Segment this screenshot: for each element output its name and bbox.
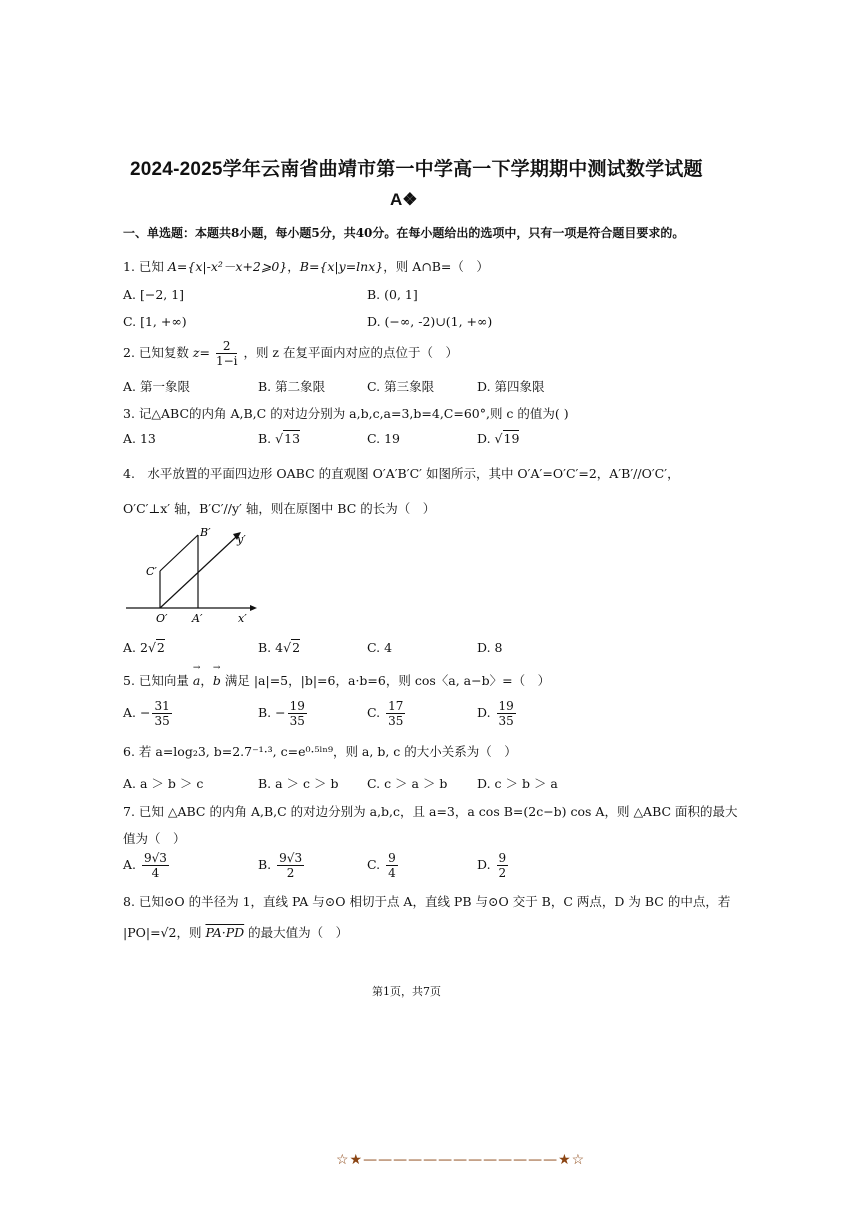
label-a: A′	[192, 612, 203, 625]
q4-option-b-radicand: 2	[292, 640, 301, 655]
q4-option-a-radicand: 2	[156, 640, 165, 655]
q5-option-d[interactable]	[477, 700, 518, 727]
label-c: C′	[146, 565, 157, 578]
q8-vector-product: PA·PD	[205, 925, 245, 940]
q5-option-d-den: 35	[498, 714, 514, 728]
question-2-stem	[123, 340, 458, 367]
q5-option-c-label: C.	[367, 705, 381, 720]
q2-option-d[interactable]: D. 第四象限	[477, 379, 545, 394]
q5-option-b-num: 19	[289, 699, 305, 713]
q5-comma: ，	[200, 673, 213, 688]
q2-fraction	[216, 340, 238, 367]
q5-option-a[interactable]	[123, 700, 174, 727]
q6-option-c[interactable]: C. c ＞ a ＞ b	[367, 776, 448, 791]
q3-option-d[interactable]: D. √19	[477, 431, 520, 446]
q5-option-c-num: 17	[388, 699, 404, 713]
q5-mid: 满足 |a|=5，|b|=6，a·b=6，则	[224, 673, 411, 688]
q7-option-c-label: C.	[367, 857, 381, 872]
q3-option-d-label: D.	[477, 431, 491, 446]
q2-option-b[interactable]: B. 第二象限	[258, 379, 326, 394]
q6-option-b[interactable]: B. a ＞ c ＞ b	[258, 776, 339, 791]
question-7-line2: 值为（ ）	[123, 831, 186, 846]
q5-option-b-den: 35	[289, 714, 305, 728]
q1-comma: ，	[287, 259, 300, 274]
q5-vector-a: → a	[193, 673, 200, 688]
q4-option-c[interactable]: C. 4	[367, 640, 393, 655]
question-8-line2	[123, 923, 348, 941]
footer-decoration: ☆★—————————————★☆	[336, 1152, 586, 1168]
q5-option-d-num: 19	[498, 699, 514, 713]
q7-option-b-num: 9√3	[279, 851, 303, 865]
q7-option-b-fraction	[277, 852, 304, 879]
q5-option-b[interactable]	[258, 700, 309, 727]
label-y: y′	[237, 533, 246, 546]
question-8-line1: 8. 已知⊙O 的半径为 1，直线 PA 与⊙O 相切于点 A，直线 PB 与⊙O 交于 B，C 两点，D 为 BC 的中点，若	[123, 894, 731, 909]
q5-option-a-sign: −	[140, 705, 151, 720]
x-axis-arrow	[250, 605, 257, 611]
q1-option-c[interactable]: C. [1, +∞)	[123, 314, 187, 329]
q7-option-a-den: 4	[151, 866, 160, 880]
q1-set-b: B={x|y=lnx}	[299, 259, 384, 274]
q4-option-a[interactable]: A. 2√2	[123, 640, 165, 655]
q3-option-b[interactable]: B. √13	[258, 431, 301, 446]
q7-option-c[interactable]	[367, 852, 400, 879]
segment-cb	[160, 535, 198, 571]
question-3-stem: 3. 记△ABC的内角 A,B,C 的对边分别为 a,b,c,a=3,b=4,C=60°,则 c 的值为( )	[123, 406, 569, 421]
q7-option-d[interactable]	[477, 852, 510, 879]
q3-option-a[interactable]: A. 13	[123, 431, 156, 446]
q7-option-a-num: 9√3	[144, 851, 167, 865]
doc-title: 2024-2025学年云南省曲靖市第一中学高一下学期期中测试数学试题	[130, 159, 703, 180]
q1-option-a[interactable]: A. [−2, 1]	[123, 287, 185, 302]
q2-z: z=	[192, 345, 210, 360]
q5-option-c[interactable]	[367, 700, 407, 727]
q7-option-b[interactable]	[258, 852, 306, 879]
q5-option-b-sign: −	[275, 705, 286, 720]
q1-end: ，则 A∩B=（ ）	[383, 259, 489, 274]
q5-prefix: 5. 已知向量	[123, 673, 189, 688]
q7-option-a-label: A.	[123, 857, 137, 872]
q2-numerator: 2	[216, 340, 238, 354]
q5-option-b-label: B.	[258, 705, 272, 720]
q5-option-d-label: D.	[477, 705, 491, 720]
q7-option-c-den: 4	[388, 866, 396, 880]
q5-option-a-fraction	[152, 700, 171, 727]
q8-line2-start: |PO|=√2，则	[123, 925, 202, 940]
question-6-stem: 6. 若 a=log₂3, b=2.7⁻¹·³, c=e⁰·⁵ˡⁿ⁹，则 a, b, c 的大小关系为（ ）	[123, 744, 517, 759]
q7-option-c-num: 9	[388, 851, 396, 865]
q5-option-a-den: 35	[154, 714, 170, 728]
q5-option-c-den: 35	[388, 714, 404, 728]
q7-option-d-fraction	[497, 852, 509, 879]
doc-subtitle: A❖	[390, 190, 418, 209]
q3-option-d-radicand: 19	[503, 431, 520, 446]
q8-line2-end: 的最大值为（ ）	[248, 925, 349, 940]
q7-option-a-fraction	[142, 852, 169, 879]
q2-denominator: 1−i	[215, 354, 238, 368]
q6-option-d[interactable]: D. c ＞ b ＞ a	[477, 776, 558, 791]
question-1-stem	[123, 257, 489, 275]
q2-prefix: 2. 已知复数	[123, 345, 189, 360]
q5-option-c-fraction	[386, 700, 405, 727]
q5-vector-b: → b	[213, 673, 221, 688]
q5-option-d-fraction	[497, 700, 516, 727]
q7-option-d-num: 9	[498, 851, 507, 865]
question-7-line1: 7. 已知 △ABC 的内角 A,B,C 的对边分别为 a,b,c，且 a=3，a cos B=(2c−b) cos A，则 △ABC 面积的最大	[123, 804, 738, 819]
question-5-stem	[123, 671, 550, 689]
label-o: O′	[156, 612, 168, 625]
q4-option-b[interactable]: B. 4√2	[258, 640, 301, 655]
q5-cos: cos〈a, a−b〉=（ ）	[414, 673, 551, 688]
q2-end: ，则 z 在复平面内对应的点位于（ ）	[243, 345, 458, 360]
q7-option-a[interactable]	[123, 852, 171, 879]
q7-option-b-label: B.	[258, 857, 272, 872]
q3-option-b-label: B.	[258, 431, 272, 446]
q1-prefix: 1. 已知	[123, 259, 164, 274]
q5-option-a-label: A.	[123, 705, 137, 720]
q4-option-a-label: A. 2	[123, 640, 148, 655]
label-x: x′	[238, 612, 247, 625]
q4-figure	[120, 525, 260, 630]
q1-set-a: A={x|-x²－x+2⩾0}	[167, 259, 288, 274]
q3-option-b-radicand: 13	[284, 431, 301, 446]
q1-option-d[interactable]: D. (−∞, -2)∪(1, +∞)	[367, 314, 493, 329]
q5-option-b-fraction	[288, 700, 307, 727]
label-b: B′	[200, 526, 211, 539]
q7-option-d-label: D.	[477, 857, 491, 872]
q7-option-d-den: 2	[498, 866, 507, 880]
q5-option-a-num: 31	[154, 699, 170, 713]
q2-option-a[interactable]: A. 第一象限	[123, 379, 190, 394]
question-4-line2: O′C′⊥x′ 轴，B′C′//y′ 轴，则在原图中 BC 的长为（ ）	[123, 501, 436, 516]
section-header: 一、单选题：本题共8小题，每小题5分，共40分。在每小题给出的选项中，只有一项是符合题目要求的。	[123, 226, 685, 240]
q3-option-c[interactable]: C. 19	[367, 431, 400, 446]
q7-option-c-fraction	[386, 852, 398, 879]
page-number: 第1页，共7页	[372, 985, 441, 998]
q7-option-b-den: 2	[286, 866, 295, 880]
q6-option-a[interactable]: A. a ＞ b ＞ c	[123, 776, 204, 791]
q2-option-c[interactable]: C. 第三象限	[367, 379, 435, 394]
q4-option-d[interactable]: D. 8	[477, 640, 503, 655]
q1-option-b[interactable]: B. (0, 1]	[367, 287, 418, 302]
question-4-line1: 4. 水平放置的平面四边形 OABC 的直观图 O′A′B′C′ 如图所示，其中 O′A′=O′C′=2，A′B′//O′C′，	[123, 466, 680, 481]
q4-option-b-label: B. 4	[258, 640, 284, 655]
